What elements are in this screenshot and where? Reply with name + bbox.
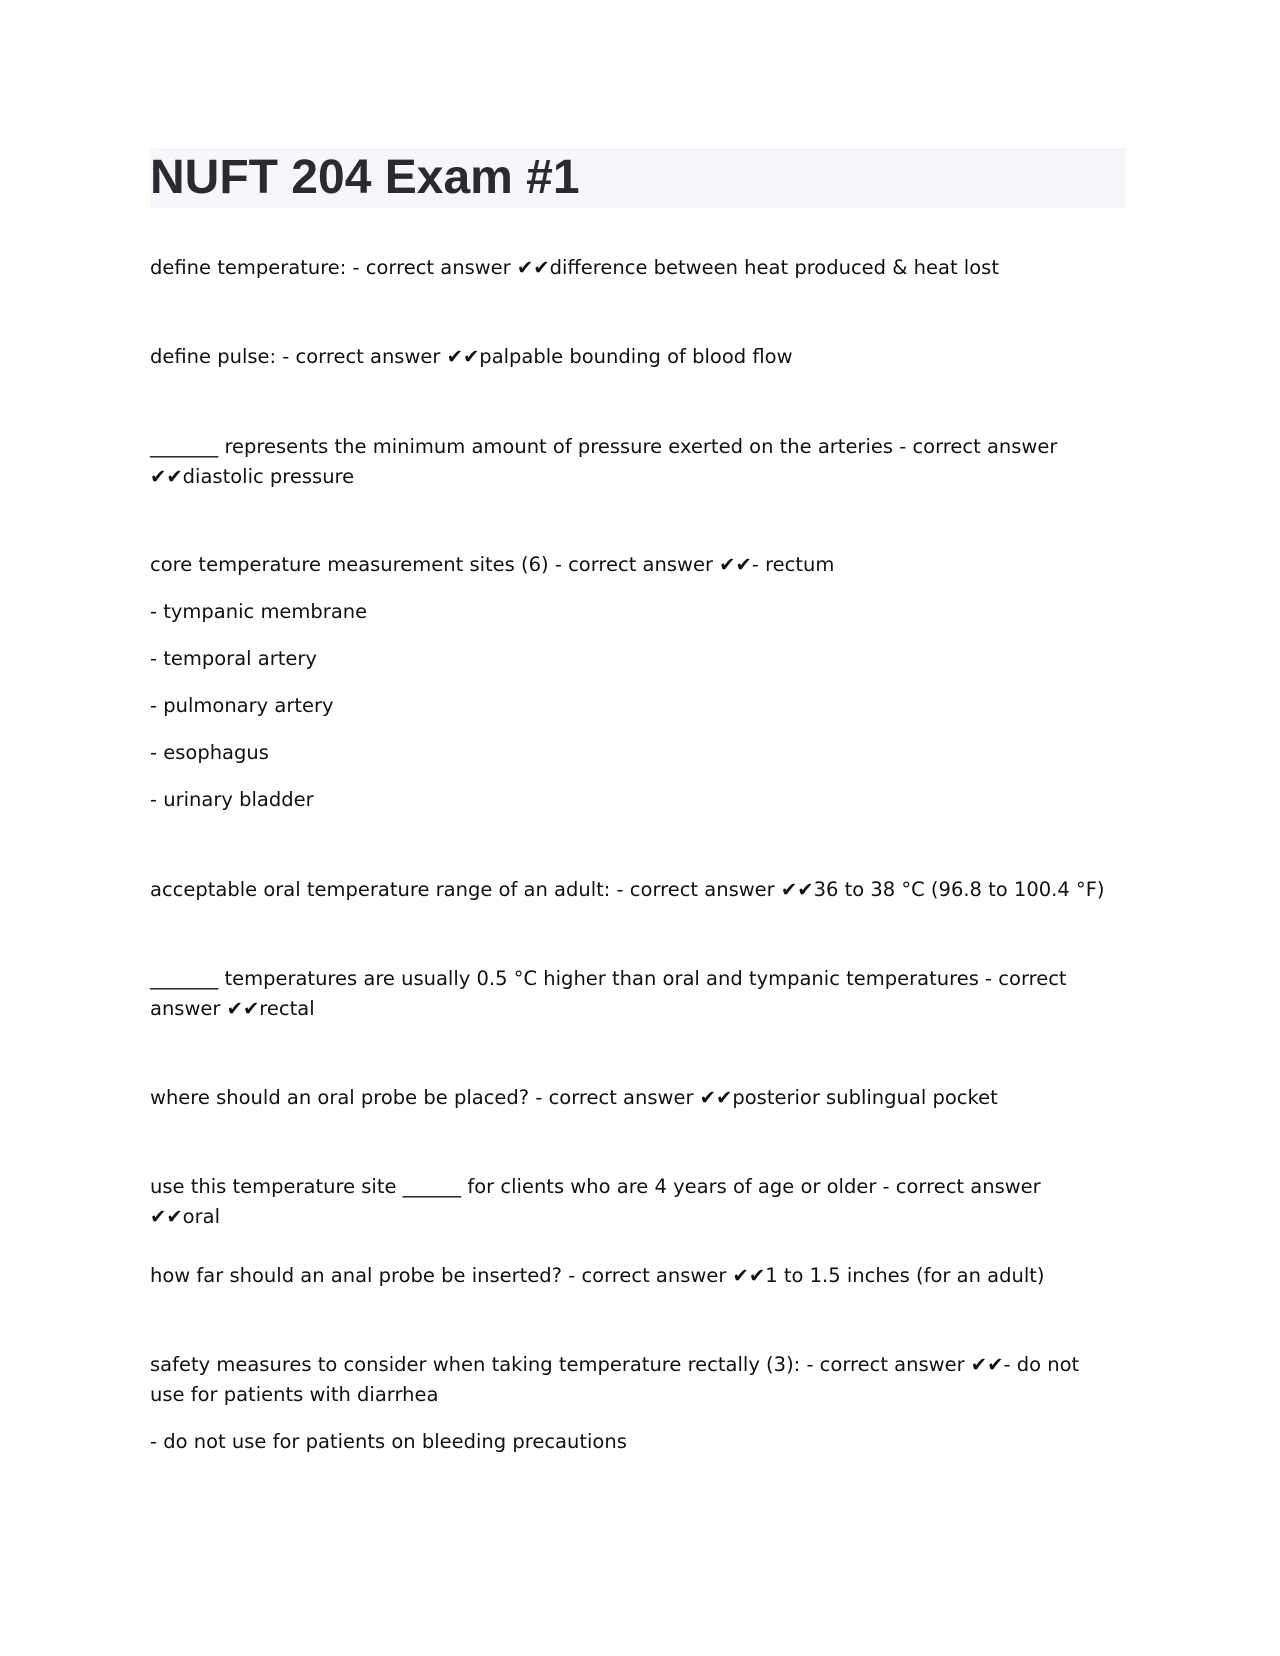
qa-line: where should an oral probe be placed? - correct answer ✔✔posterior sublingual pocket xyxy=(150,1086,998,1109)
qa-entry-anal-probe xyxy=(150,1261,1110,1291)
qa-line: define pulse: - correct answer ✔✔palpable bounding of blood flow xyxy=(150,345,793,368)
qa-entry-temperature xyxy=(150,253,1110,283)
qa-line: core temperature measurement sites (6) - correct answer ✔✔- rectum xyxy=(150,553,835,576)
qa-list-item: - pulmonary artery xyxy=(150,694,334,717)
qa-list-item: - urinary bladder xyxy=(150,788,314,811)
qa-list-item: - do not use for patients on bleeding precautions xyxy=(150,1430,627,1453)
qa-entry-rectal xyxy=(150,964,1110,1024)
qa-line: use this temperature site ______ for clients who are 4 years of age or older - correct answer ✔✔oral xyxy=(150,1175,1041,1228)
qa-line: _______ represents the minimum amount of pressure exerted on the arteries - correct answer ✔✔diastolic pressure xyxy=(150,435,1058,488)
qa-line: acceptable oral temperature range of an adult: - correct answer ✔✔36 to 38 °C (96.8 to 100.4 °F) xyxy=(150,878,1105,901)
qa-entry-safety xyxy=(150,1350,1110,1457)
qa-list-item: - esophagus xyxy=(150,741,269,764)
qa-entry-oral-range xyxy=(150,875,1110,905)
page-title: NUFT 204 Exam #1 xyxy=(150,151,580,204)
qa-entry-oral-probe xyxy=(150,1083,1110,1113)
qa-list-item: - tympanic membrane xyxy=(150,600,368,623)
qa-entry-oral-site xyxy=(150,1172,1110,1232)
qa-entry-core-sites xyxy=(150,550,1110,815)
qa-entry-diastolic xyxy=(150,432,1110,492)
qa-list-item: - temporal artery xyxy=(150,647,317,670)
qa-line: safety measures to consider when taking temperature rectally (3): - correct answer ✔✔- do not use for patients with diarrhea xyxy=(150,1353,1080,1406)
qa-line: how far should an anal probe be inserted? - correct answer ✔✔1 to 1.5 inches (for an adult) xyxy=(150,1264,1045,1287)
qa-line: define temperature: - correct answer ✔✔difference between heat produced & heat lost xyxy=(150,256,999,279)
qa-line: _______ temperatures are usually 0.5 °C higher than oral and tympanic temperatures - correct answer ✔✔rectal xyxy=(150,967,1067,1020)
qa-entry-pulse xyxy=(150,342,1110,372)
